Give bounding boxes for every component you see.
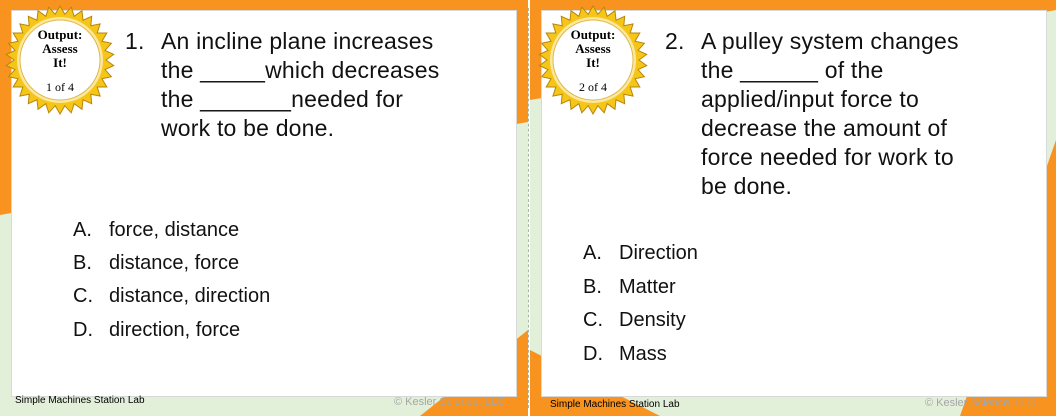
badge-line: Output: — [570, 27, 616, 42]
badge-line: Assess — [42, 41, 78, 56]
badge-line: It! — [53, 55, 67, 70]
option-text: distance, force — [109, 252, 240, 274]
option-letter: D. — [583, 343, 603, 365]
badge-count: 1 of 4 — [46, 80, 74, 94]
badge-count: 2 of 4 — [579, 80, 607, 94]
question-line: work to be done. — [161, 115, 335, 141]
footer-title: Simple Machines Station Lab — [15, 395, 145, 406]
badge-line: Output: — [37, 27, 83, 42]
question-line: the ______ of the — [701, 57, 884, 83]
option-letter: C. — [73, 285, 93, 307]
badge-line: It! — [586, 55, 600, 70]
question-line: the _______needed for — [161, 86, 404, 112]
option-text: Density — [619, 309, 686, 331]
option-text: Mass — [619, 343, 667, 365]
badge-title — [4, 28, 116, 70]
question-number: 2. — [665, 28, 685, 54]
question-line: force needed for work to — [701, 144, 954, 170]
option-text: Direction — [619, 242, 698, 264]
question-line: be done. — [701, 173, 793, 199]
option-text: force, distance — [109, 219, 240, 241]
option-letter: A. — [73, 219, 92, 241]
option-letter: A. — [583, 242, 602, 264]
answer-options — [73, 219, 473, 359]
option-text: direction, force — [109, 319, 241, 341]
question-line: decrease the amount of — [701, 115, 948, 141]
option-letter: D. — [73, 319, 93, 341]
answer-options — [583, 242, 983, 382]
footer-copyright: © Kesler Science, LLC — [394, 396, 505, 408]
question-2 — [665, 27, 1045, 207]
question-number: 1. — [125, 28, 145, 54]
question-line: the _____which decreases — [161, 57, 440, 83]
output-badge-2 — [537, 4, 649, 116]
footer-copyright: © Kesler Science, LLC — [925, 397, 1036, 409]
badge-line: Assess — [575, 41, 611, 56]
output-badge-1 — [4, 4, 116, 116]
question-line: applied/input force to — [701, 86, 919, 112]
question-line: A pulley system changes — [701, 28, 959, 54]
slide-divider — [528, 8, 529, 408]
question-line: An incline plane increases — [161, 28, 434, 54]
footer-title: Simple Machines Station Lab — [550, 399, 680, 410]
option-letter: C. — [583, 309, 603, 331]
option-letter: B. — [583, 276, 602, 298]
question-1 — [125, 27, 505, 147]
option-text: Matter — [619, 276, 676, 298]
option-letter: B. — [73, 252, 92, 274]
badge-title — [537, 28, 649, 70]
option-text: distance, direction — [109, 285, 271, 307]
